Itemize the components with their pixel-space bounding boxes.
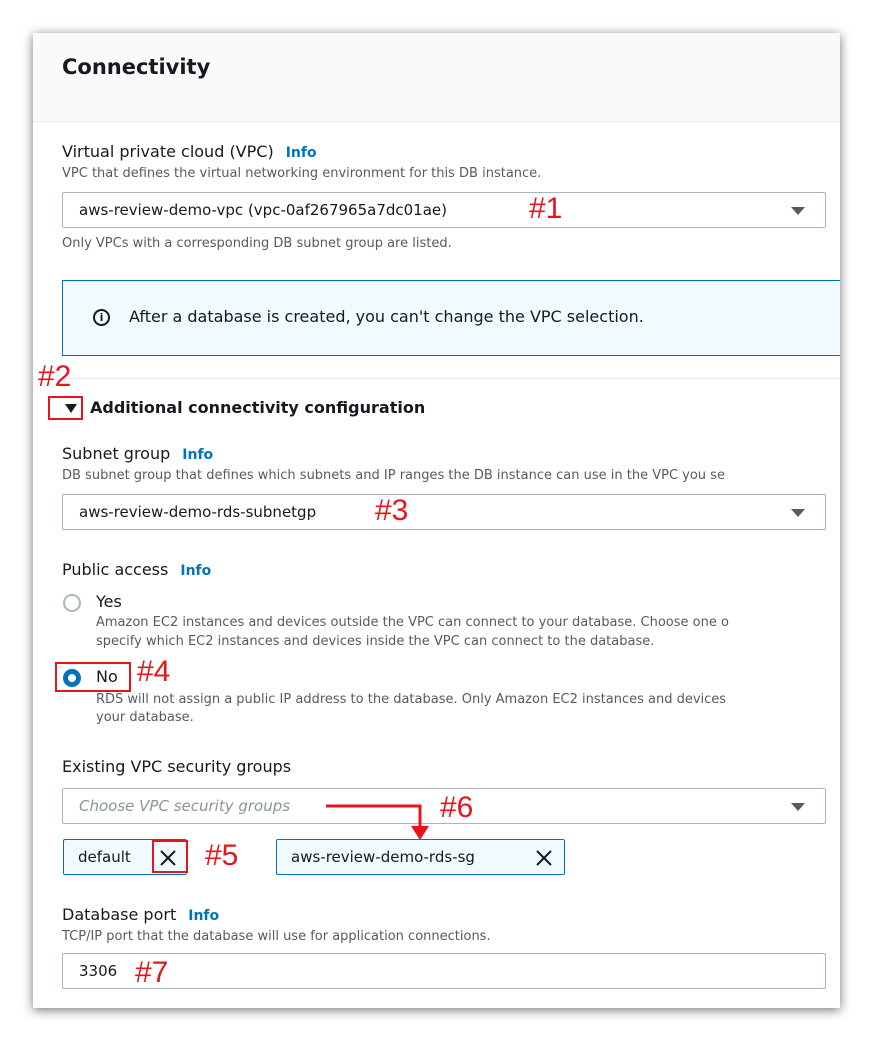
vpc-label: Virtual private cloud (VPC): [62, 142, 274, 161]
security-groups-label: Existing VPC security groups: [62, 757, 292, 776]
annotation-arrow-icon: [320, 796, 440, 846]
annotation-6: #6: [440, 791, 474, 824]
vpc-select[interactable]: [62, 192, 826, 228]
divider: [62, 378, 840, 379]
annotation-2: #2: [38, 360, 72, 393]
token-label: default: [78, 848, 131, 866]
public-access-no-label[interactable]: No: [96, 667, 118, 686]
vpc-description: VPC that defines the virtual networking environment for this DB instance.: [62, 166, 542, 181]
info-alert: [62, 280, 840, 356]
info-circle-icon: i: [93, 309, 110, 326]
security-groups-placeholder: Choose VPC security groups: [79, 797, 291, 815]
public-access-no-desc-1: RDS will not assign a public IP address to the database. Only Amazon EC2 instances and devices: [96, 692, 727, 707]
subnet-select[interactable]: [62, 494, 826, 530]
caret-down-icon: [791, 207, 805, 215]
annotation-highlight-box: [48, 396, 83, 420]
annotation-1: #1: [529, 192, 563, 225]
section-title: Connectivity: [62, 55, 211, 79]
token-label: aws-review-demo-rds-sg: [291, 848, 475, 866]
annotation-4: #4: [137, 655, 171, 688]
subnet-info-link[interactable]: Info: [182, 447, 214, 463]
annotation-5: #5: [205, 839, 239, 872]
port-label-row: [62, 905, 219, 924]
panel-header: [33, 33, 840, 122]
subnet-label: Subnet group: [62, 444, 171, 463]
public-access-no-desc-2: your database.: [96, 710, 194, 725]
vpc-hint: Only VPCs with a corresponding DB subnet group are listed.: [62, 236, 452, 251]
port-label: Database port: [62, 905, 177, 924]
vpc-info-link[interactable]: Info: [285, 145, 317, 161]
public-access-label: Public access: [62, 560, 169, 579]
public-access-label-row: [62, 560, 211, 579]
alert-text: After a database is created, you can't change the VPC selection.: [129, 307, 644, 326]
annotation-highlight-box: [152, 840, 188, 873]
caret-down-icon: [791, 509, 805, 517]
public-access-info-link[interactable]: Info: [180, 563, 212, 579]
vpc-label-row: [62, 142, 317, 161]
vpc-select-value: aws-review-demo-vpc (vpc-0af267965a7dc01ae): [79, 201, 447, 219]
additional-config-toggle[interactable]: Additional connectivity configuration: [90, 398, 426, 417]
port-input[interactable]: [62, 953, 826, 989]
annotation-highlight-box: [55, 662, 131, 692]
subnet-label-row: [62, 444, 213, 463]
public-access-yes-desc-2: specify which EC2 instances and devices inside the VPC can connect to the database.: [96, 634, 655, 649]
public-access-yes-desc-1: Amazon EC2 instances and devices outside the VPC can connect to your database. Choose one o: [96, 615, 729, 630]
annotation-7: #7: [135, 956, 169, 989]
port-description: TCP/IP port that the database will use for application connections.: [62, 929, 491, 944]
subnet-select-value: aws-review-demo-rds-subnetgp: [79, 503, 317, 521]
port-info-link[interactable]: Info: [188, 908, 220, 924]
public-access-yes-label[interactable]: Yes: [96, 592, 122, 611]
subnet-description: DB subnet group that defines which subnets and IP ranges the DB instance can use in the VPC you se: [62, 468, 725, 483]
port-input-value: 3306: [79, 962, 118, 980]
caret-down-icon: [791, 803, 805, 811]
close-icon[interactable]: [534, 848, 554, 868]
public-access-yes-radio[interactable]: [63, 594, 81, 612]
annotation-3: #3: [375, 494, 409, 527]
